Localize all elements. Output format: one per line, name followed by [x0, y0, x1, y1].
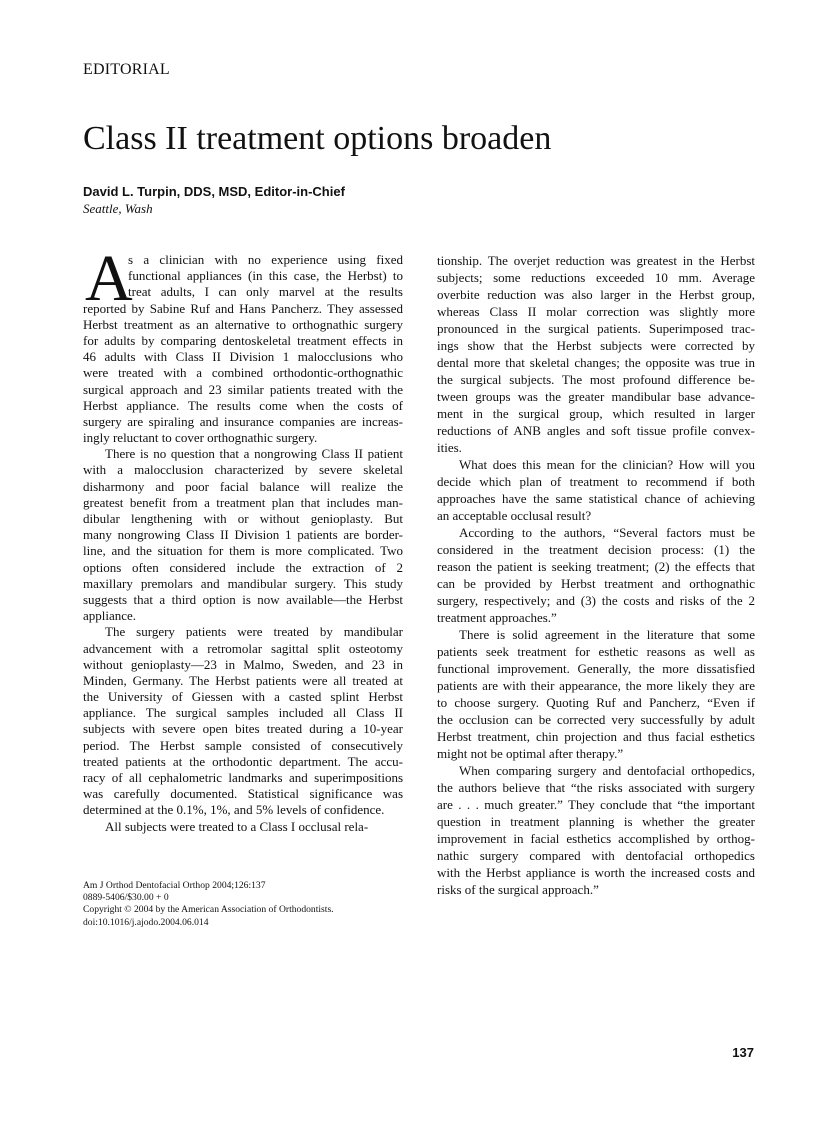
text-line: determined at the 0.1%, 1%, and 5% levels of confidence. — [83, 802, 385, 818]
paragraph — [437, 762, 755, 898]
text-line: tween groups was the greater mandibular base advance- — [437, 389, 755, 404]
text-line: question in treatment planning is whether the greater — [437, 814, 755, 829]
text-line: pronounced in the surgical patients. Superimposed trac- — [437, 321, 755, 336]
text-line: line, and the situation for them is more complicated. Two — [83, 543, 403, 559]
drop-cap: A — [85, 242, 133, 315]
text-line: racy of all cephalometric landmarks and superimpositions — [83, 770, 403, 785]
text-line: dental more that skeletal changes; the opposite was true in — [437, 355, 755, 370]
text-line: According to the authors, “Several factors must be — [459, 525, 755, 540]
right-column — [437, 252, 755, 898]
text-line: to choose surgery. Quoting Ruf and Pancherz, “Even if — [437, 695, 755, 710]
paragraph — [83, 446, 403, 624]
copyright: Copyright © 2004 by the American Association of Orthodontists. — [83, 904, 334, 916]
text-line: There is solid agreement in the literature that some — [459, 627, 755, 642]
paragraph — [83, 624, 403, 818]
paragraph — [83, 819, 403, 835]
left-column — [83, 242, 403, 835]
text-line: reported by Sabine Ruf and Hans Pancherz. They assessed — [83, 300, 403, 316]
text-line: many nongrowing Class II Division 1 patients are border- — [83, 527, 403, 543]
text-line: might not be optimal after therapy.” — [437, 746, 624, 761]
text-line: suggests that a third option is now available—the Herbst — [83, 591, 403, 607]
text-line: advancement with a retromolar sagittal split osteotomy — [83, 640, 403, 656]
text-line: subjects; some reductions exceeded 10 mm. Average — [437, 270, 755, 285]
text-line: maxillary premolars and mandibular surgery. This study — [83, 575, 403, 591]
article-title: Class II treatment options broaden — [83, 120, 552, 157]
text-line: functional improvement. Generally, the more dissatisfied — [437, 661, 755, 676]
text-line: treatment approaches.” — [437, 610, 557, 625]
text-line: without genioplasty—23 in Malmo, Sweden, and 23 in — [83, 656, 403, 672]
text-line: ities. — [437, 440, 462, 455]
text-line: All subjects were treated to a Class I occlusal rela- — [105, 818, 369, 834]
text-line: appliance. — [83, 608, 137, 624]
text-line: options often considered include the extraction of 2 — [83, 559, 403, 575]
text-line: disharmony and poor facial balance will realize the — [83, 478, 403, 494]
paragraph — [437, 524, 755, 626]
text-line: Minden, Germany. The Herbst patients were all treated at — [83, 672, 403, 688]
text-line: reason the patient is seeking treatment; (2) the effects that — [437, 559, 755, 574]
text-line: surgery, respectively; and (3) the costs and risks of the 2 — [437, 593, 755, 608]
text-line: treat adults, I can only marvel at the results — [128, 284, 403, 300]
text-line: was carefully documented. Statistical significance was — [83, 786, 403, 802]
text-line: surgical approach and 23 similar patients treated with the — [83, 381, 403, 397]
text-line: the occlusion can be corrected very successfully by adult — [437, 712, 755, 727]
author-byline: David L. Turpin, DDS, MSD, Editor-in-Chief — [83, 184, 345, 199]
text-line: decide which plan of treatment to recommend if both — [437, 474, 755, 489]
text-line: When comparing surgery and dentofacial orthopedics, — [459, 763, 755, 778]
text-line: Herbst treatment, chin projection and thus facial esthetics — [437, 729, 755, 744]
paragraph — [437, 456, 755, 524]
text-line: period. The Herbst sample consisted of consecutively — [83, 737, 403, 753]
text-line: can be provided by Herbst treatment and orthognathic — [437, 576, 755, 591]
text-line: 46 adults with Class II Division 1 malocclusions who — [83, 349, 403, 365]
text-line: reductions of ANB angles and soft tissue profile convex- — [437, 423, 755, 438]
text-line: considered in the treatment decision process: (1) the — [437, 542, 755, 557]
text-line: with the Herbst appliance is worth the increased costs and — [437, 865, 755, 880]
text-line: subjects with severe open bites treated during a 10-year — [83, 721, 403, 737]
text-line: s a clinician with no experience using fixed — [128, 252, 403, 267]
text-line: improvement in facial esthetics accomplished by orthog- — [437, 831, 755, 846]
footnote — [83, 880, 334, 929]
text-line: treated patients at the orthodontic department. The accu- — [83, 753, 403, 769]
text-line: for adults by comparing dentoskeletal treatment effects in — [83, 332, 403, 348]
text-line: risks of the surgical approach.” — [437, 882, 599, 897]
text-line: tionship. The overjet reduction was greatest in the Herbst — [437, 253, 755, 268]
text-line: ings show that the Herbst subjects were corrected by — [437, 338, 755, 353]
text-line: patients seek treatment for esthetic reasons as well as — [437, 644, 755, 659]
paragraph — [437, 252, 755, 456]
citation: Am J Orthod Dentofacial Orthop 2004;126:137 — [83, 880, 266, 891]
text-line: with a malocclusion characterized by severe skeletal — [83, 462, 403, 478]
text-line: functional appliances (in this case, the Herbst) to — [128, 268, 403, 284]
text-line: greatest benefit from a treatment plan that includes man- — [83, 494, 403, 510]
author-location: Seattle, Wash — [83, 201, 153, 216]
text-line: the authors believe that “the risks associated with surgery — [437, 780, 755, 795]
text-line: The surgery patients were treated by mandibular — [105, 624, 403, 640]
text-line: nathic surgery compared with dentofacial orthopedics — [437, 848, 755, 863]
text-line: surgery are spiraling and insurance companies are increas- — [83, 413, 403, 429]
section-label: EDITORIAL — [83, 61, 170, 78]
text-line: an acceptable occlusal result? — [437, 508, 592, 523]
text-line: whereas Class II molar correction was slightly more — [437, 304, 755, 319]
text-line: are . . . much greater.” They conclude that “the important — [437, 797, 755, 812]
text-line: There is no question that a nongrowing Class II patient — [105, 446, 403, 462]
price-code: 0889-5406/$30.00 + 0 — [83, 892, 169, 904]
text-line: ingly reluctant to cover orthognathic surgery. — [83, 430, 318, 446]
text-line: What does this mean for the clinician? How will you — [459, 457, 755, 472]
text-line: the surgical subjects. The most profound difference be- — [437, 372, 755, 387]
doi: doi:10.1016/j.ajodo.2004.06.014 — [83, 916, 209, 928]
text-line: patients are with their appearance, the more likely they are — [437, 678, 755, 693]
text-line: Herbst appliance. The results come when the costs of — [83, 397, 403, 413]
page-number: 137 — [732, 1045, 754, 1060]
text-line: Herbst treatment as an alternative to orthognathic surgery — [83, 316, 403, 332]
text-line: the University of Giessen with a casted splint Herbst — [83, 689, 403, 705]
text-line: were treated with a combined orthodontic-orthognathic — [83, 365, 403, 381]
text-line: ment in the surgical group, which resulted in larger — [437, 406, 755, 421]
text-line: overbite reduction was also larger in the Herbst group, — [437, 287, 755, 302]
text-line: dibular lengthening with or without genioplasty. But — [83, 511, 403, 526]
text-line: appliance. The surgical samples included all Class II — [83, 705, 403, 721]
text-line: approaches have the same statistical chance of achieving — [437, 491, 755, 506]
paragraph — [437, 626, 755, 762]
